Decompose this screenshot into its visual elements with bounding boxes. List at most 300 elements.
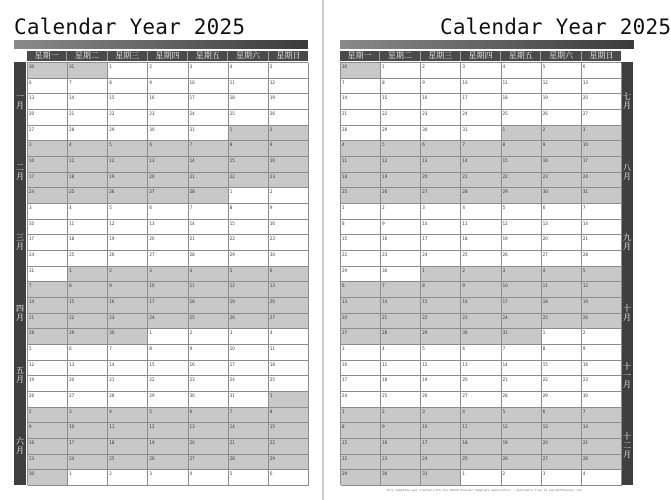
day-cell: 1 <box>542 329 582 345</box>
day-cell: 16 <box>582 361 622 377</box>
title-rule <box>14 40 308 49</box>
day-cell: 4 <box>381 345 421 361</box>
day-cell: 24 <box>582 173 622 189</box>
day-cell: 2 <box>269 188 309 204</box>
day-cell: 4 <box>189 470 229 486</box>
day-cell: 12 <box>502 220 542 236</box>
weekday-header <box>27 51 308 61</box>
weekday-header <box>340 51 621 61</box>
day-cell: 7 <box>229 408 269 424</box>
day-cell: 1 <box>502 126 542 142</box>
day-cell: 19 <box>542 94 582 110</box>
day-cell: 23 <box>582 376 622 392</box>
day-cell: 27 <box>582 110 622 126</box>
day-cell: 27 <box>28 126 68 142</box>
day-cell: 9 <box>269 141 309 157</box>
day-cell: 5 <box>421 345 461 361</box>
right-page <box>324 0 671 500</box>
day-cell: 20 <box>542 439 582 455</box>
day-cell: 19 <box>28 376 68 392</box>
footer-note: This template was created with the DAVID Planner Template application - Available free at www.DIYPlanner.com <box>386 488 582 492</box>
day-cell: 3 <box>502 267 542 283</box>
day-cell: 22 <box>269 439 309 455</box>
day-cell: 29 <box>108 126 148 142</box>
day-cell: 6 <box>582 63 622 79</box>
day-cell: 21 <box>68 110 108 126</box>
day-cell: 8 <box>542 345 582 361</box>
day-cell: 6 <box>421 141 461 157</box>
day-cell: 16 <box>381 235 421 251</box>
day-cell: 16 <box>148 94 188 110</box>
day-cell: 2 <box>542 126 582 142</box>
day-cell: 25 <box>68 188 108 204</box>
day-cell: 25 <box>189 314 229 330</box>
day-cell: 10 <box>229 345 269 361</box>
day-cell: 13 <box>421 157 461 173</box>
weekday-fri: 星期五 <box>188 51 228 61</box>
month-label: 十 月 <box>623 303 631 322</box>
day-cell: 25 <box>229 110 269 126</box>
day-cell: 21 <box>229 439 269 455</box>
day-cell: 30 <box>542 188 582 204</box>
day-cell: 8 <box>68 282 108 298</box>
day-cell: 21 <box>341 110 381 126</box>
weekday-sun: 星期日 <box>589 51 614 60</box>
day-cell: 15 <box>108 94 148 110</box>
day-cell: 15 <box>341 439 381 455</box>
day-cell: 23 <box>269 235 309 251</box>
day-cell: 30 <box>189 392 229 408</box>
weekday-sun: 星期日 <box>276 51 301 60</box>
day-cell: 11 <box>108 423 148 439</box>
day-cell: 6 <box>341 282 381 298</box>
day-cell: 4 <box>68 204 108 220</box>
day-cell: 2 <box>108 267 148 283</box>
day-cell: 5 <box>229 470 269 486</box>
weekday-mon: 星期一 <box>27 51 67 61</box>
day-cell: 11 <box>502 79 542 95</box>
day-cell: 5 <box>108 141 148 157</box>
day-cell: 22 <box>341 251 381 267</box>
day-cell: 21 <box>502 376 542 392</box>
day-cell: 3 <box>148 470 188 486</box>
day-cell: 13 <box>189 423 229 439</box>
day-cell: 25 <box>341 188 381 204</box>
day-cell: 18 <box>229 94 269 110</box>
day-cell: 11 <box>542 282 582 298</box>
day-cell: 16 <box>269 157 309 173</box>
day-cell: 7 <box>502 345 542 361</box>
day-cell: 24 <box>421 251 461 267</box>
day-cell: 5 <box>108 204 148 220</box>
day-cell: 1 <box>68 470 108 486</box>
day-cell: 1 <box>341 204 381 220</box>
month-label: 七 月 <box>623 92 631 111</box>
day-cell: 26 <box>582 314 622 330</box>
day-cell: 23 <box>269 173 309 189</box>
day-cell: 3 <box>28 141 68 157</box>
day-cell: 16 <box>381 439 421 455</box>
month-label: 一 月 <box>16 92 24 111</box>
day-cell: 11 <box>269 345 309 361</box>
day-cell: 10 <box>421 423 461 439</box>
day-cell: 30 <box>381 267 421 283</box>
day-cell: 2 <box>189 329 229 345</box>
day-cell: 27 <box>542 251 582 267</box>
day-cell: 23 <box>108 314 148 330</box>
day-cell: 24 <box>68 455 108 471</box>
day-cell: 24 <box>341 392 381 408</box>
day-cell: 12 <box>108 157 148 173</box>
day-cell: 18 <box>461 235 501 251</box>
day-cell: 4 <box>108 408 148 424</box>
day-cell: 19 <box>108 235 148 251</box>
day-cell: 24 <box>502 314 542 330</box>
day-cell: 18 <box>542 298 582 314</box>
day-cell: 19 <box>229 298 269 314</box>
calendar-grid <box>340 62 621 485</box>
day-cell: 27 <box>148 251 188 267</box>
day-cell: 23 <box>421 110 461 126</box>
day-cell: 28 <box>502 392 542 408</box>
day-cell: 13 <box>28 94 68 110</box>
day-cell: 16 <box>108 298 148 314</box>
day-cell: 17 <box>229 361 269 377</box>
day-cell: 9 <box>189 345 229 361</box>
day-cell: 25 <box>108 455 148 471</box>
day-cell: 28 <box>68 126 108 142</box>
day-cell: 4 <box>269 329 309 345</box>
day-cell: 16 <box>461 298 501 314</box>
weekday-sat: 星期六 <box>228 51 268 61</box>
day-cell: 21 <box>381 314 421 330</box>
day-cell: 22 <box>381 110 421 126</box>
day-cell: 2 <box>108 470 148 486</box>
day-cell: 31 <box>68 63 108 79</box>
day-cell: 29 <box>229 251 269 267</box>
day-cell: 18 <box>502 94 542 110</box>
day-cell: 10 <box>148 282 188 298</box>
day-cell: 20 <box>341 314 381 330</box>
day-cell: 7 <box>582 204 622 220</box>
day-cell: 30 <box>108 329 148 345</box>
day-cell: 28 <box>28 329 68 345</box>
day-cell: 31 <box>28 267 68 283</box>
day-cell: 28 <box>582 251 622 267</box>
day-cell: 8 <box>108 79 148 95</box>
day-cell: 13 <box>148 220 188 236</box>
day-cell: 6 <box>148 141 188 157</box>
day-cell: 24 <box>229 376 269 392</box>
day-cell: 18 <box>68 173 108 189</box>
day-cell: 21 <box>28 314 68 330</box>
day-cell: 13 <box>461 361 501 377</box>
day-cell: 15 <box>229 220 269 236</box>
day-cell: 18 <box>461 439 501 455</box>
day-cell: 4 <box>582 470 622 486</box>
day-cell: 18 <box>68 235 108 251</box>
day-cell: 2 <box>421 63 461 79</box>
day-cell: 30 <box>381 470 421 486</box>
day-cell: 12 <box>28 361 68 377</box>
day-cell: 26 <box>421 392 461 408</box>
day-cell: 14 <box>68 94 108 110</box>
day-cell: 13 <box>269 282 309 298</box>
day-cell: 3 <box>341 345 381 361</box>
day-cell: 5 <box>269 63 309 79</box>
page-title: Calendar Year 2025 <box>14 15 246 39</box>
day-cell: 26 <box>269 110 309 126</box>
day-cell: 29 <box>542 392 582 408</box>
day-cell: 5 <box>502 204 542 220</box>
day-cell: 9 <box>381 423 421 439</box>
day-cell: 21 <box>582 235 622 251</box>
day-cell: 1 <box>108 63 148 79</box>
day-cell: 31 <box>502 329 542 345</box>
day-cell: 24 <box>461 110 501 126</box>
day-cell: 13 <box>542 423 582 439</box>
day-cell: 11 <box>341 157 381 173</box>
day-cell: 27 <box>269 314 309 330</box>
day-cell: 30 <box>341 63 381 79</box>
day-cell: 5 <box>502 408 542 424</box>
day-cell: 17 <box>68 439 108 455</box>
day-cell: 3 <box>28 204 68 220</box>
day-cell: 20 <box>189 439 229 455</box>
day-cell: 17 <box>461 94 501 110</box>
day-cell: 9 <box>582 345 622 361</box>
month-label-bar <box>621 62 633 485</box>
day-cell: 1 <box>381 63 421 79</box>
day-cell: 3 <box>421 204 461 220</box>
day-cell: 6 <box>28 79 68 95</box>
day-cell: 15 <box>269 423 309 439</box>
day-cell: 14 <box>582 220 622 236</box>
day-cell: 21 <box>189 173 229 189</box>
day-cell: 12 <box>421 361 461 377</box>
day-cell: 23 <box>381 455 421 471</box>
weekday-wed: 星期三 <box>421 51 461 61</box>
day-cell: 29 <box>68 329 108 345</box>
day-cell: 3 <box>421 408 461 424</box>
day-cell: 4 <box>542 267 582 283</box>
day-cell: 22 <box>542 376 582 392</box>
day-cell: 5 <box>582 267 622 283</box>
day-cell: 18 <box>341 173 381 189</box>
day-cell: 9 <box>28 423 68 439</box>
month-label: 十 一 月 <box>623 361 631 389</box>
day-cell: 13 <box>341 298 381 314</box>
day-cell: 25 <box>68 251 108 267</box>
day-cell: 12 <box>542 79 582 95</box>
day-cell: 26 <box>108 251 148 267</box>
day-cell: 17 <box>28 235 68 251</box>
month-label: 十 二 月 <box>623 432 631 460</box>
day-cell: 12 <box>229 282 269 298</box>
day-cell: 1 <box>421 267 461 283</box>
day-cell: 9 <box>421 79 461 95</box>
day-cell: 5 <box>28 345 68 361</box>
day-cell: 11 <box>381 361 421 377</box>
day-cell: 31 <box>582 188 622 204</box>
day-cell: 8 <box>148 345 188 361</box>
day-cell: 8 <box>421 282 461 298</box>
day-cell: 8 <box>341 220 381 236</box>
day-cell: 22 <box>148 376 188 392</box>
day-cell: 16 <box>421 94 461 110</box>
day-cell: 29 <box>341 470 381 486</box>
day-cell: 9 <box>461 282 501 298</box>
day-cell: 3 <box>542 470 582 486</box>
day-cell: 2 <box>269 126 309 142</box>
day-cell: 30 <box>461 329 501 345</box>
day-cell: 22 <box>421 314 461 330</box>
day-cell: 7 <box>582 408 622 424</box>
day-cell: 4 <box>341 141 381 157</box>
day-cell: 8 <box>269 408 309 424</box>
day-cell: 10 <box>341 361 381 377</box>
weekday-wed: 星期三 <box>108 51 148 61</box>
day-cell: 30 <box>269 251 309 267</box>
day-cell: 4 <box>461 204 501 220</box>
day-cell: 9 <box>381 220 421 236</box>
day-cell: 2 <box>502 470 542 486</box>
day-cell: 3 <box>68 408 108 424</box>
day-cell: 28 <box>229 455 269 471</box>
day-cell: 28 <box>108 392 148 408</box>
day-cell: 10 <box>28 157 68 173</box>
day-cell: 12 <box>269 79 309 95</box>
day-cell: 16 <box>542 157 582 173</box>
day-cell: 7 <box>189 141 229 157</box>
day-cell: 19 <box>582 298 622 314</box>
day-cell: 7 <box>381 282 421 298</box>
weekday-mon: 星期一 <box>340 51 380 61</box>
day-cell: 19 <box>108 173 148 189</box>
day-cell: 3 <box>189 63 229 79</box>
day-cell: 17 <box>421 235 461 251</box>
day-cell: 20 <box>542 235 582 251</box>
day-cell: 22 <box>229 173 269 189</box>
day-cell: 24 <box>28 188 68 204</box>
day-cell: 22 <box>341 455 381 471</box>
month-label: 九 月 <box>623 233 631 252</box>
day-cell: 21 <box>461 173 501 189</box>
day-cell: 27 <box>189 455 229 471</box>
day-cell: 6 <box>461 345 501 361</box>
day-cell: 24 <box>28 251 68 267</box>
month-label: 三 月 <box>16 233 24 252</box>
day-cell: 17 <box>502 298 542 314</box>
day-cell: 27 <box>421 188 461 204</box>
day-cell: 20 <box>269 298 309 314</box>
day-cell: 31 <box>421 470 461 486</box>
day-cell: 9 <box>269 204 309 220</box>
day-cell: 30 <box>28 63 68 79</box>
day-cell: 20 <box>461 376 501 392</box>
day-cell: 22 <box>502 173 542 189</box>
day-cell: 11 <box>68 220 108 236</box>
day-cell: 21 <box>582 439 622 455</box>
day-cell: 29 <box>341 267 381 283</box>
day-cell: 10 <box>582 141 622 157</box>
day-cell: 6 <box>269 267 309 283</box>
day-cell: 14 <box>229 423 269 439</box>
day-cell: 25 <box>502 110 542 126</box>
day-cell: 4 <box>461 408 501 424</box>
day-cell: 11 <box>68 157 108 173</box>
day-cell: 28 <box>461 188 501 204</box>
day-cell: 29 <box>502 188 542 204</box>
day-cell: 23 <box>148 110 188 126</box>
day-cell: 14 <box>189 157 229 173</box>
day-cell: 14 <box>461 157 501 173</box>
day-cell: 2 <box>582 329 622 345</box>
month-label: 五 月 <box>16 366 24 385</box>
day-cell: 20 <box>421 173 461 189</box>
day-cell: 25 <box>269 376 309 392</box>
month-label: 二 月 <box>16 162 24 181</box>
day-cell: 26 <box>542 110 582 126</box>
day-cell: 10 <box>421 220 461 236</box>
month-label: 四 月 <box>16 303 24 322</box>
day-cell: 27 <box>68 392 108 408</box>
day-cell: 10 <box>189 79 229 95</box>
day-cell: 12 <box>381 157 421 173</box>
day-cell: 7 <box>189 204 229 220</box>
day-cell: 19 <box>421 376 461 392</box>
day-cell: 25 <box>461 455 501 471</box>
day-cell: 12 <box>502 423 542 439</box>
calendar-grid <box>27 62 308 485</box>
weekday-fri: 星期五 <box>501 51 541 61</box>
day-cell: 9 <box>108 282 148 298</box>
day-cell: 19 <box>381 173 421 189</box>
day-cell: 23 <box>189 376 229 392</box>
day-cell: 20 <box>68 376 108 392</box>
day-cell: 14 <box>108 361 148 377</box>
day-cell: 4 <box>68 141 108 157</box>
day-cell: 15 <box>502 157 542 173</box>
day-cell: 14 <box>502 361 542 377</box>
day-cell: 10 <box>502 282 542 298</box>
weekday-sat: 星期六 <box>541 51 581 61</box>
day-cell: 26 <box>502 251 542 267</box>
day-cell: 26 <box>108 188 148 204</box>
day-cell: 28 <box>381 329 421 345</box>
day-cell: 15 <box>68 298 108 314</box>
day-cell: 22 <box>108 110 148 126</box>
day-cell: 1 <box>68 267 108 283</box>
day-cell: 13 <box>68 361 108 377</box>
day-cell: 8 <box>381 79 421 95</box>
weekday-thu: 星期四 <box>148 51 188 61</box>
day-cell: 11 <box>461 220 501 236</box>
day-cell: 10 <box>461 79 501 95</box>
day-cell: 27 <box>461 392 501 408</box>
day-cell: 25 <box>461 251 501 267</box>
day-cell: 20 <box>148 173 188 189</box>
day-cell: 2 <box>381 408 421 424</box>
day-cell: 4 <box>502 63 542 79</box>
month-label-bar <box>14 62 26 485</box>
day-cell: 2 <box>28 408 68 424</box>
day-cell: 26 <box>148 455 188 471</box>
month-label: 八 月 <box>623 162 631 181</box>
title-rule <box>340 40 634 49</box>
day-cell: 19 <box>269 94 309 110</box>
day-cell: 17 <box>189 94 229 110</box>
